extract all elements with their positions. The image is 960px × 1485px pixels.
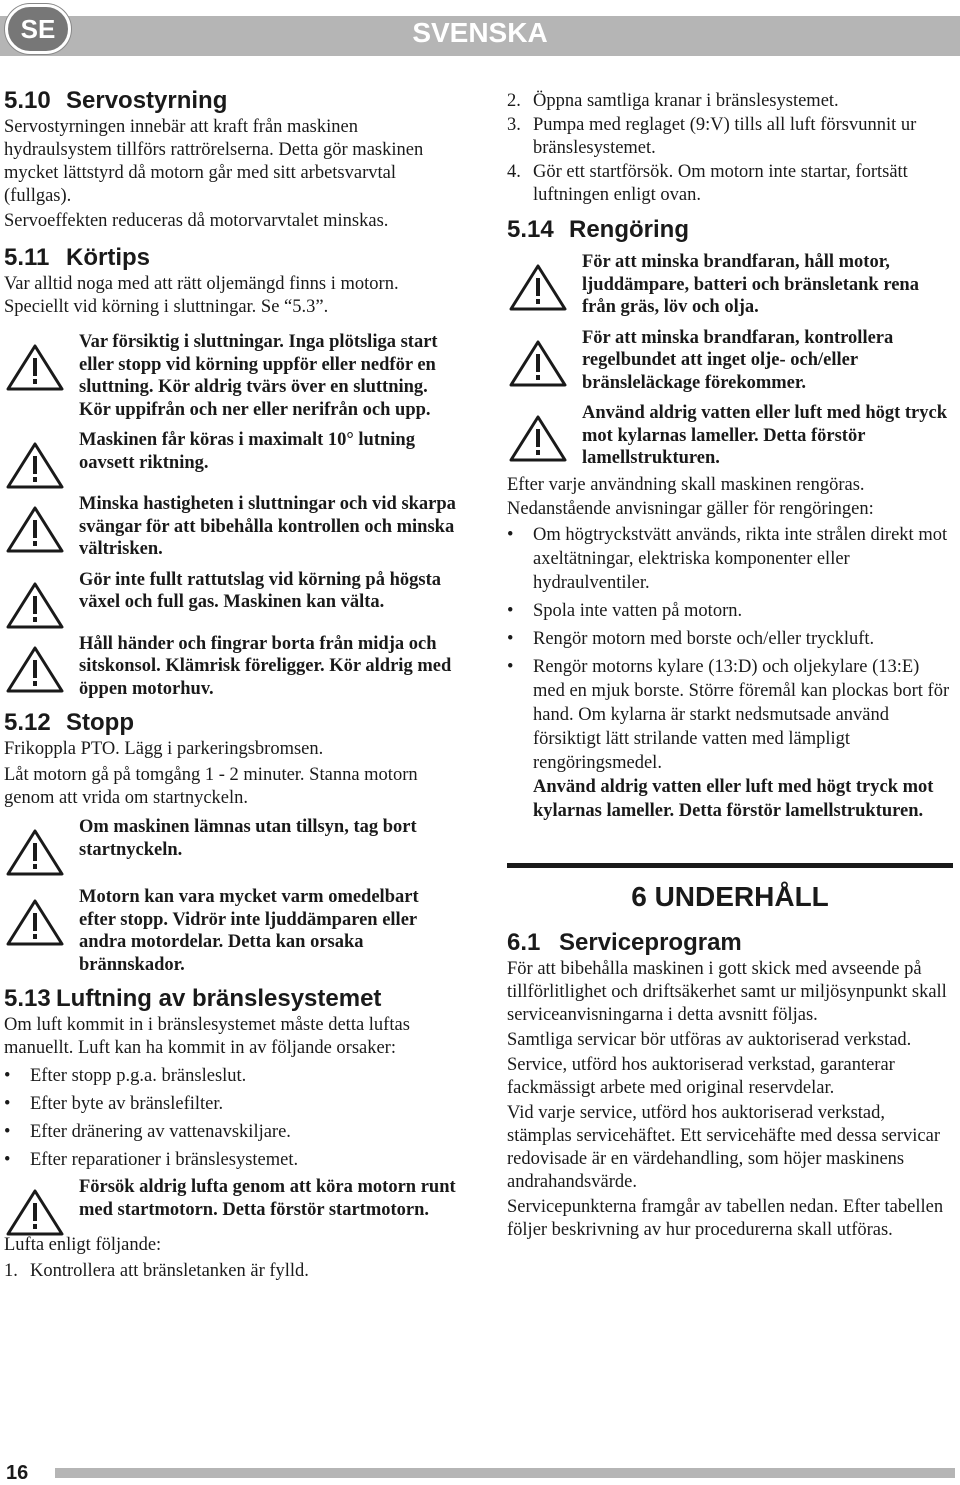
- language-title: SVENSKA: [412, 17, 548, 48]
- paragraph: Servicepunkterna framgår av tabellen nedan. Efter tabellen följer beskrivning av hur procedurerna skall utföras.: [507, 1196, 944, 1240]
- paragraph: Låt motorn gå på tomgång 1 - 2 minuter. Stanna motorn genom att vrida om startnyckeln.: [4, 765, 418, 808]
- paragraph: Var alltid noga med att rätt oljemängd finns i motorn. Speciellt vid körning i sluttningar. Se “5.3”.: [4, 274, 399, 317]
- warning-block: [4, 1176, 459, 1232]
- warning-text: För att minska brandfaran, kontrollera regelbundet att inget olje- och/eller bränsleläckage förekommer.: [582, 327, 894, 393]
- section-number: 5.14: [507, 216, 554, 243]
- step-number: 3.: [507, 115, 521, 135]
- warning-triangle-icon: [6, 441, 64, 489]
- warning-block: [4, 816, 459, 872]
- list-item: [4, 1120, 459, 1144]
- list-item-text: Efter reparationer i bränslesystemet.: [30, 1150, 299, 1170]
- section-title: Servostyrning: [66, 87, 228, 114]
- warning-block: [507, 327, 953, 395]
- section-title: Serviceprogram: [559, 928, 742, 956]
- bullet-icon: •: [4, 1150, 11, 1170]
- list-item-text: Efter stopp p.g.a. bränsleslut.: [30, 1066, 247, 1086]
- section-heading-5-14: [507, 215, 953, 245]
- warning-block: [507, 402, 953, 470]
- paragraph: Service, utförd hos auktoriserad verkstad, garanterar fackmässigt arbete med original reservdelar.: [507, 1054, 895, 1098]
- step-number: 1.: [4, 1261, 18, 1281]
- warning-triangle-icon: [509, 339, 567, 387]
- bullet-icon: •: [4, 1066, 11, 1086]
- warning-triangle-icon: [6, 828, 64, 876]
- right-column: [507, 84, 953, 1242]
- page-number: 16: [6, 1462, 29, 1484]
- warning-text: Försök aldrig lufta genom att köra motorn runt med startmotorn. Detta förstör startmotorn.: [79, 1177, 456, 1220]
- warning-text: Var försiktig i sluttningar. Inga plötsliga start eller stopp vid körning uppför eller nedför en sluttning. Kör aldrig tvärs över en sluttning. Kör uppifrån och ner eller nerifrån och upp.: [79, 332, 438, 420]
- list-item-text: Spola inte vatten på motorn.: [533, 600, 743, 621]
- section-heading-5-11: [4, 243, 459, 273]
- list-item-warning-text: Använd aldrig vatten eller luft med högt tryck mot kylarnas lameller. Detta förstör lamellstrukturen.: [533, 776, 934, 821]
- paragraph: Lufta enligt följande:: [4, 1235, 162, 1255]
- list-item-text: Rengör motorn med borste och/eller tryckluft.: [533, 628, 875, 649]
- warning-text: Minska hastigheten i sluttningar och vid skarpa svängar för att bibehålla kontrollen och minska vältrisken.: [79, 494, 456, 559]
- list-item: [507, 627, 953, 651]
- warning-triangle-icon: [509, 414, 567, 462]
- warning-triangle-icon: [6, 898, 64, 946]
- chapter-divider: [507, 863, 953, 868]
- list-item: [507, 523, 953, 595]
- section-title: Rengöring: [569, 216, 689, 243]
- warning-block: [4, 493, 459, 561]
- footer-bar: [55, 1468, 955, 1478]
- paragraph: Servostyrningen innebär att kraft från maskinen hydraulsystem tillförs rattrörelserna. Detta gör maskinen mycket lättstyrd då motorn går med sitt arbetsvarvtal (fullgas).: [4, 117, 424, 206]
- section-heading-5-13: [4, 984, 459, 1014]
- list-item: [4, 1148, 459, 1172]
- warning-text: Håll händer och fingrar borta från midja och sitskonsol. Klämrisk föreligger. Kör aldrig med öppen motorhuv.: [79, 633, 452, 699]
- paragraph: Nedanstående anvisningar gäller för rengöringen:: [507, 498, 874, 519]
- section-title: Körtips: [66, 244, 150, 271]
- section-number: 5.10: [4, 87, 51, 114]
- paragraph: Vid varje service, utförd hos auktoriserad verkstad, stämplas servicehäftet. Ett servicehäfte med dessa servicar redovisade är en värdehandling, som höjer maskinens andrahandsvärde.: [507, 1102, 941, 1192]
- warning-text: Gör inte fullt rattutslag vid körning på högsta växel och full gas. Maskinen kan välta.: [79, 569, 441, 612]
- step-text: Öppna samtliga kranar i bränslesystemet.: [533, 91, 839, 111]
- warning-triangle-icon: [6, 505, 64, 553]
- bullet-icon: •: [507, 524, 514, 545]
- warning-block: [4, 429, 459, 485]
- warning-triangle-icon: [6, 645, 64, 693]
- warning-text: För att minska brandfaran, håll motor, ljuddämpare, batteri och bränsletank rena från gräs, löv och olja.: [582, 252, 919, 317]
- section-number: 5.13: [4, 985, 51, 1012]
- section-title: Stopp: [66, 709, 134, 736]
- warning-block: [4, 633, 459, 701]
- section-heading-5-10: [4, 86, 459, 116]
- list-item: [4, 1092, 459, 1116]
- bullet-icon: •: [507, 600, 514, 621]
- list-item-text: Rengör motorns kylare (13:D) och oljekylare (13:E) med en mjuk borste. Större föremål kan plockas bort för hand. Om kylarna är starkt nedsmutsade använd försiktigt lätt strilande vatten med lämpligt rengöringsmedel.: [533, 656, 950, 773]
- numbered-step: [507, 161, 953, 207]
- paragraph: Servoeffekten reduceras då motorvarvtalet minskas.: [4, 211, 389, 231]
- left-column: [4, 84, 459, 1284]
- numbered-step: [4, 1260, 459, 1283]
- step-text: Gör ett startförsök. Om motorn inte startar, fortsätt luftningen enligt ovan.: [533, 162, 908, 205]
- warning-block: [4, 331, 459, 421]
- list-item-text: Efter byte av bränslefilter.: [30, 1094, 224, 1114]
- step-number: 4.: [507, 162, 521, 182]
- warning-triangle-icon: [6, 1188, 64, 1236]
- list-item: [507, 599, 953, 623]
- list-item-text: Om högtryckstvätt används, rikta inte strålen direkt mot axeltätningar, elektriska komponenter eller hydraulventiler.: [533, 524, 948, 593]
- section-heading-5-12: [4, 708, 459, 738]
- paragraph: Efter varje användning skall maskinen rengöras.: [507, 474, 865, 495]
- list-item: [507, 655, 953, 823]
- warning-triangle-icon: [6, 581, 64, 629]
- list-item-text: Efter dränering av vattenavskiljare.: [30, 1122, 291, 1142]
- warning-text: Motorn kan vara mycket varm omedelbart efter stopp. Vidrör inte ljuddämparen eller andra motordelar. Detta kan orsaka brännskador.: [79, 887, 419, 975]
- warning-text: Använd aldrig vatten eller luft med högt tryck mot kylarnas lameller. Detta förstör lamellstrukturen.: [582, 403, 948, 468]
- warning-text: Maskinen får köras i maximalt 10° lutning oavsett riktning.: [79, 430, 415, 473]
- paragraph: För att bibehålla maskinen i gott skick med avseende på tillförlitlighet och driftsäkerhet samt ur miljösynpunkt skall serviceanvisningarna i detta avsnitt följas.: [507, 958, 947, 1025]
- step-text: Kontrollera att bränsletanken är fylld.: [30, 1261, 309, 1281]
- numbered-step: [507, 114, 953, 160]
- bullet-icon: •: [507, 628, 514, 649]
- paragraph: Samtliga servicar bör utföras av auktoriserad verkstad.: [507, 1029, 912, 1050]
- chapter-title: 6 UNDERHÅLL: [631, 880, 829, 912]
- step-number: 2.: [507, 91, 521, 111]
- step-text: Pumpa med reglaget (9:V) tills all luft försvunnit ur bränslesystemet.: [533, 115, 917, 158]
- section-number: 5.11: [4, 244, 50, 271]
- section-number: 5.12: [4, 709, 51, 736]
- section-number: 6.1: [507, 928, 541, 956]
- language-badge: SE: [5, 4, 71, 54]
- warning-triangle-icon: [6, 343, 64, 391]
- bullet-icon: •: [4, 1122, 11, 1142]
- bullet-icon: •: [507, 656, 514, 677]
- paragraph: Om luft kommit in i bränslesystemet måste detta luftas manuellt. Luft kan ha kommit in av följande orsaker:: [4, 1015, 410, 1058]
- section-title: Luftning av bränslesystemet: [56, 985, 382, 1012]
- warning-text: Om maskinen lämnas utan tillsyn, tag bort startnyckeln.: [79, 817, 417, 860]
- page-header: [0, 0, 960, 62]
- numbered-step: [507, 90, 953, 113]
- warning-block: [4, 886, 459, 976]
- warning-block: [4, 569, 459, 625]
- section-heading-6-1: [507, 928, 953, 958]
- list-item: [4, 1064, 459, 1088]
- bullet-icon: •: [4, 1094, 11, 1114]
- paragraph: Frikoppla PTO. Lägg i parkeringsbromsen.: [4, 739, 324, 759]
- warning-triangle-icon: [509, 263, 567, 311]
- warning-block: [507, 251, 953, 319]
